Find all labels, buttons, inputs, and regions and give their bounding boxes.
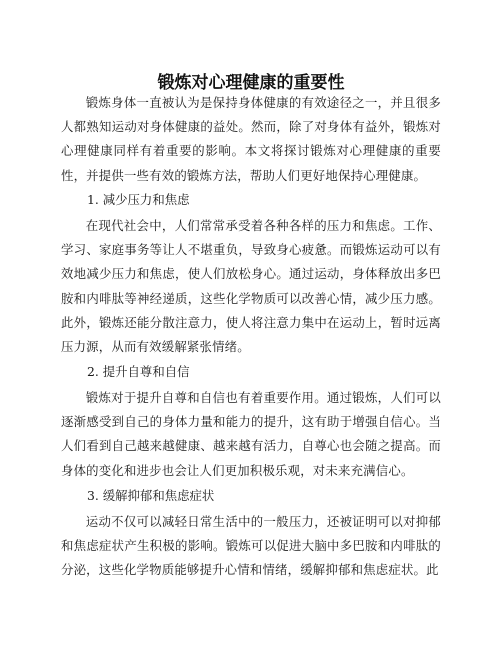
section-heading-1: 1. 减少压力和焦虑 (87, 192, 190, 207)
document-title: 锻炼对心理健康的重要性 (157, 73, 345, 94)
section-heading-3: 3. 缓解抑郁和焦虑症状 (87, 488, 215, 503)
section-body-3: 运动不仅可以减轻日常生活中的一般压力，还被证明可以对抑郁和焦虑症状产生积极的影响。锻炼可以促进大脑中多巴胺和内啡肽的分泌，这些化学物质能够提升心情和情绪，缓解抑郁和焦虑症状。此 (61, 514, 441, 578)
section-heading-2: 2. 提升自尊和自信 (87, 364, 190, 379)
section-body-1: 在现代社会中，人们常常承受着各种各样的压力和焦虑。工作、学习、家庭事务等让人不堪重负，导致身心疲惫。而锻炼运动可以有效地减少压力和焦虑，使人们放松身心。通过运动，身体释放出多巴胺和内啡肽等神经递质，这些化学物质可以改善心情，减少压力感。此外，锻炼还能分散注意力，使人将注意力集中在运动上，暂时远离压力源，从而有效缓解紧张情绪。 (61, 218, 441, 355)
intro-paragraph: 锻炼身体一直被认为是保持身体健康的有效途径之一，并且很多人都熟知运动对身体健康的益处。然而，除了对身体有益外，锻炼对心理健康同样有着重要的影响。本文将探讨锻炼对心理健康的重要性，并提供一些有效的锻炼方法，帮助人们更好地保持心理健康。 (61, 95, 441, 183)
section-body-2: 锻炼对于提升自尊和自信也有着重要作用。通过锻炼，人们可以逐渐感受到自己的身体力量和能力的提升，这有助于增强自信心。当人们看到自己越来越健康、越来越有活力，自尊心也会随之提高。而身体的变化和进步也会让人们更加积极乐观，对未来充满信心。 (61, 390, 441, 478)
